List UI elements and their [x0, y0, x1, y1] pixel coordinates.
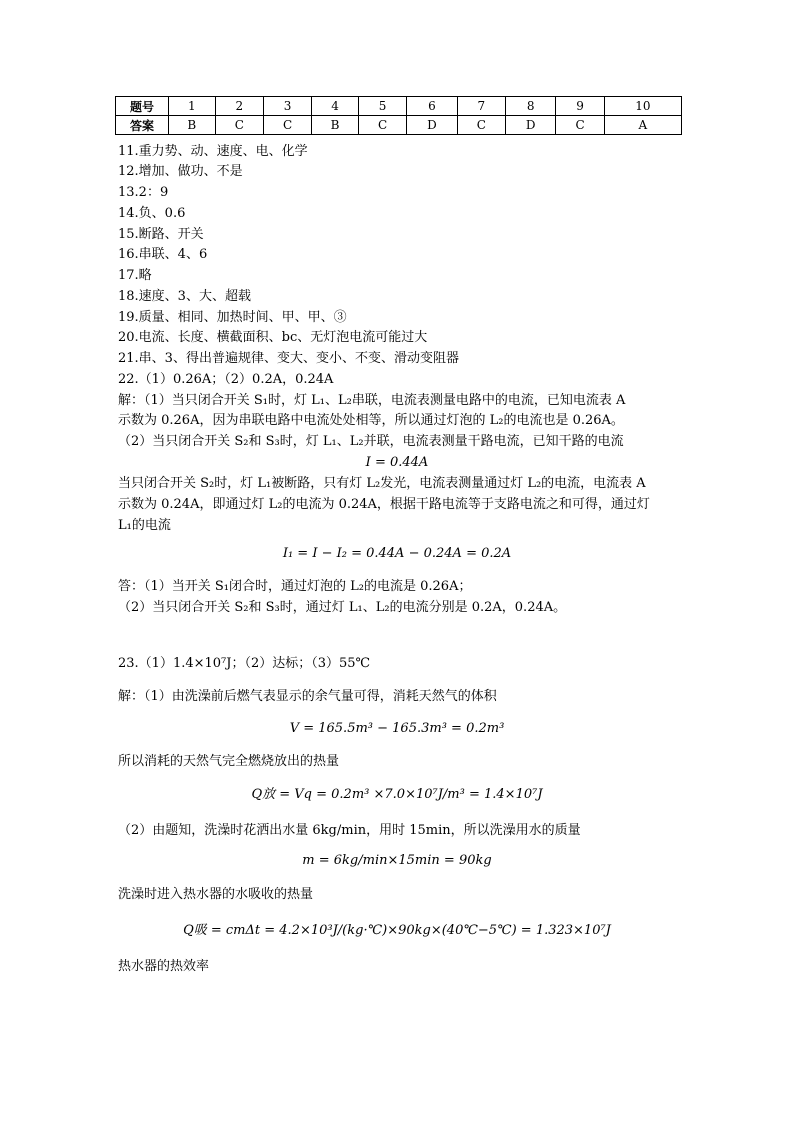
- table-cell: 3: [263, 97, 311, 116]
- table-cell: 7: [457, 97, 505, 116]
- solution-22-line: 当只闭合开关 S₂时，灯 L₁被断路，只有灯 L₂发光，电流表测量通过灯 L₂的电流，电流表 A: [118, 476, 646, 491]
- table-cell: B: [169, 116, 216, 135]
- table-cell: A: [604, 116, 681, 135]
- solution-23-line: （2）由题知，洗澡时花洒出水量 6kg/min，用时 15min，所以洗澡用水的质量: [118, 823, 581, 838]
- solution-23-line: 所以消耗的天然气完全燃烧放出的热量: [118, 754, 340, 769]
- equation: Q吸 = cmΔt = 4.2×10³J/(kg·℃)×90kg×(40℃−5℃) = 1.323×10⁷J: [183, 923, 611, 938]
- equation: m = 6kg/min×15min = 90kg: [302, 853, 492, 868]
- answer-table: [115, 96, 682, 135]
- table-cell: D: [505, 116, 555, 135]
- answer-13: 13.2：9: [118, 185, 169, 200]
- solution-22-line: （2）当只闭合开关 S₂和 S₃时，灯 L₁、L₂并联，电流表测量干路电流，已知干路的电流: [118, 434, 624, 449]
- answer-14: 14.负、0.6: [118, 206, 186, 221]
- answer-19: 19.质量、相同、加热时间、甲、甲、③: [118, 310, 347, 325]
- equation: I₁ = I − I₂ = 0.44A − 0.24A = 0.2A: [282, 546, 512, 561]
- equation: Q放 = Vq = 0.2m³ ×7.0×10⁷J/m³ = 1.4×10⁷J: [251, 787, 543, 802]
- answer-22-conclusion: 答：（1）当开关 S₁闭合时，通过灯泡的 L₂的电流是 0.26A；: [118, 579, 472, 594]
- table-cell: C: [215, 116, 263, 135]
- table-cell: 5: [358, 97, 406, 116]
- table-header-number: 题号: [116, 97, 169, 116]
- table-cell: C: [556, 116, 604, 135]
- table-cell: C: [358, 116, 406, 135]
- table-cell: 4: [312, 97, 359, 116]
- equation: V = 165.5m³ − 165.3m³ = 0.2m³: [289, 721, 505, 736]
- answer-22: 22.（1）0.26A；（2）0.2A，0.24A: [118, 372, 334, 387]
- table-row-answers: [116, 116, 682, 135]
- equation: I = 0.44A: [365, 455, 429, 470]
- answer-20: 20.电流、长度、横截面积、bc、无灯泡电流可能过大: [118, 330, 428, 345]
- table-cell: 8: [505, 97, 555, 116]
- answer-18: 18.速度、3、大、超载: [118, 289, 251, 304]
- solution-22-line: 示数为 0.26A，因为串联电路中电流处处相等，所以通过灯泡的 L₂的电流也是 0.26A。: [118, 413, 624, 428]
- table-cell: C: [457, 116, 505, 135]
- table-cell: C: [263, 116, 311, 135]
- table-cell: D: [407, 116, 457, 135]
- solution-23-line: 洗澡时进入热水器的水吸收的热量: [118, 887, 314, 902]
- solution-22-line: L₁的电流: [118, 518, 171, 533]
- solution-22-line: 解：（1）当只闭合开关 S₁时，灯 L₁、L₂串联，电流表测量电路中的电流，已知电流表 A: [118, 393, 626, 408]
- table-cell: 6: [407, 97, 457, 116]
- answer-17: 17.略: [118, 268, 152, 283]
- solution-23-line: 热水器的热效率: [118, 959, 210, 974]
- table-cell: 9: [556, 97, 604, 116]
- table-cell: 10: [604, 97, 681, 116]
- table-cell: 1: [169, 97, 216, 116]
- answer-11: 11.重力势、动、速度、电、化学: [118, 144, 308, 159]
- table-header-answer: 答案: [116, 116, 169, 135]
- answer-12: 12.增加、做功、不是: [118, 164, 243, 179]
- answer-22-conclusion: （2）当只闭合开关 S₂和 S₃时，通过灯 L₁、L₂的电流分别是 0.2A，0.24A。: [118, 600, 567, 615]
- table-cell: 2: [215, 97, 263, 116]
- table-cell: B: [312, 116, 359, 135]
- answer-23: 23.（1）1.4×10⁷J；（2）达标；（3）55℃: [118, 656, 371, 671]
- solution-22-line: 示数为 0.24A，即通过灯 L₂的电流为 0.24A，根据干路电流等于支路电流之和可得，通过灯: [118, 497, 650, 512]
- table-row-numbers: [116, 97, 682, 116]
- answer-15: 15.断路、开关: [118, 227, 204, 242]
- answer-16: 16.串联、4、6: [118, 247, 208, 262]
- answer-21: 21.串、3、得出普遍规律、变大、变小、不变、滑动变阻器: [118, 351, 459, 366]
- solution-23-line: 解：（1）由洗澡前后燃气表显示的余气量可得，消耗天然气的体积: [118, 689, 497, 704]
